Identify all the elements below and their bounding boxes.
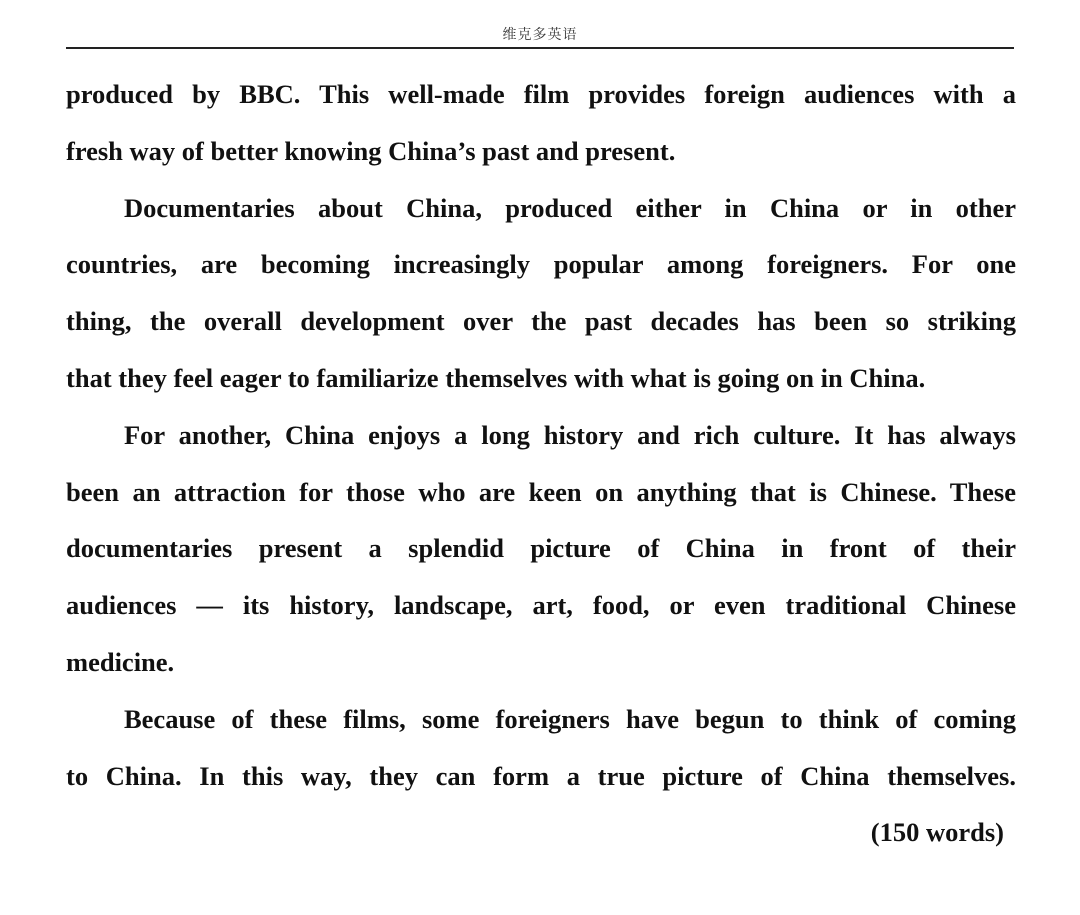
header-rule [66, 47, 1014, 49]
essay-body [66, 66, 1016, 861]
text-line: countries, are becoming increasingly popular among foreigners. For one [66, 249, 1016, 280]
paragraph-start-line: For another, China enjoys a long history and rich culture. It has always [124, 419, 1016, 450]
paragraph-start-line: Because of these films, some foreigners have begun to think of coming [124, 703, 1016, 734]
text-line: to China. In this way, they can form a true picture of China themselves. [66, 760, 1016, 791]
running-header: 维克多英语 [502, 27, 578, 43]
paragraph-start-line: Documentaries about China, produced either in China or in other [124, 192, 1016, 223]
text-line: that they feel eager to familiarize themselves with what is going on in China. [66, 362, 926, 393]
text-line: thing, the overall development over the past decades has been so striking [66, 306, 1016, 337]
text-line: fresh way of better knowing China’s past and present. [66, 135, 676, 166]
word-count: (150 words) [870, 817, 1004, 848]
text-line: produced by BBC. This well-made film provides foreign audiences with a [66, 79, 1016, 109]
text-line: audiences — its history, landscape, art, food, or even traditional Chinese [66, 590, 1016, 621]
text-line: medicine. [66, 646, 175, 677]
text-line: documentaries present a splendid picture of China in front of their [66, 533, 1016, 564]
text-line: been an attraction for those who are keen on anything that is Chinese. These [66, 476, 1016, 507]
